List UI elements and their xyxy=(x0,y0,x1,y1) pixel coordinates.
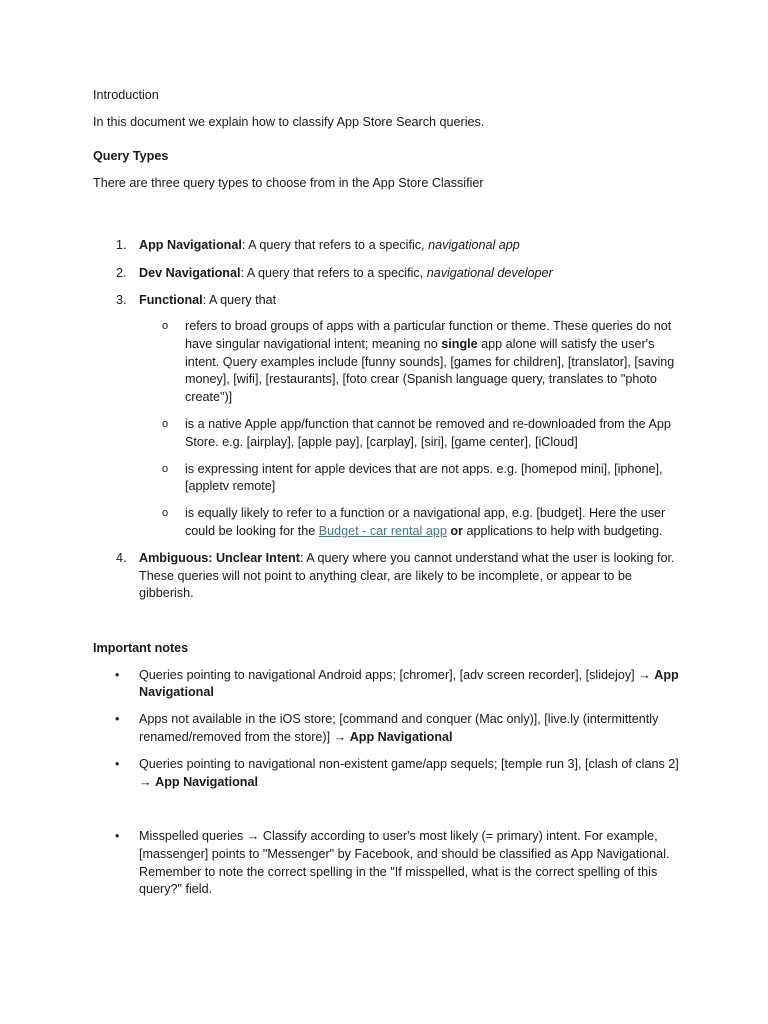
important-notes-heading: Important notes xyxy=(93,641,189,656)
note-text: Misspelled queries → Classify according to user's most likely (= primary) intent. For example, [massenger] points to "Messenger" by Facebook, and should be classified as App Navigational. Remember to note the correct spelling in the "If misspelled, what is the correct spelling of this query?" field. xyxy=(139,829,670,897)
note-item xyxy=(93,756,683,791)
circle-bullet-icon: o xyxy=(162,462,169,475)
list-number: 4. xyxy=(116,551,127,566)
subitem-text: is a native Apple app/function that cannot be removed and re-downloaded from the App Store. e.g. [airplay], [apple pay], [carplay], [siri], [game center], [iCloud] xyxy=(185,416,671,449)
note-item xyxy=(93,711,683,746)
subitem-bold: single xyxy=(441,336,478,351)
note-bold: App Navigational xyxy=(349,730,453,744)
budget-car-rental-link[interactable]: Budget - car rental app xyxy=(318,524,447,539)
subitem-text: is equally likely to refer to a function or a navigational app, e.g. [budget]. Here the user could be looking for the xyxy=(185,506,666,539)
note-bold: App Navigational xyxy=(139,667,679,700)
query-types-description: There are three query types to choose from in the App Store Classifier xyxy=(93,175,484,190)
intro-heading: Introduction xyxy=(93,88,159,102)
query-type-ambiguous xyxy=(93,550,683,603)
note-bold: App Navigational xyxy=(155,774,258,789)
list-number: 3. xyxy=(116,292,127,307)
subitem-text: is expressing intent for apple devices that are not apps. e.g. [homepod mini], [iphone], [appletv remote] xyxy=(185,461,663,494)
list-number: 1. xyxy=(116,238,127,253)
query-type-title: App Navigational xyxy=(139,238,242,253)
query-type-text: : A query where you cannot understand what the user is looking for. These queries will not point to anything clear, are likely to be incomplete, or appear to be gibberish. xyxy=(139,551,675,601)
query-type-dev-navigational xyxy=(93,265,683,283)
functional-sublist xyxy=(139,318,683,540)
query-type-text: : A query that refers to a specific, xyxy=(241,238,429,253)
circle-bullet-icon: o xyxy=(162,507,169,520)
document-page xyxy=(93,87,683,908)
subitem-text: app alone will satisfy the user's intent. Query examples include [funny sounds], [games for children], [translator], [saving money], [wifi], [restaurants], [foto crear (Spanish language query, translates to "photo create")] xyxy=(185,336,675,404)
note-text: Queries pointing to navigational Android apps; [chromer], [adv screen recorder], [slidejoy] → xyxy=(139,667,655,682)
query-type-functional xyxy=(93,292,683,541)
circle-bullet-icon: o xyxy=(162,417,169,430)
bullet-icon: • xyxy=(115,757,120,772)
query-type-app-navigational xyxy=(93,237,683,255)
query-type-text: : A query that refers to a specific, xyxy=(240,265,427,280)
functional-subitem xyxy=(139,318,683,406)
circle-bullet-icon: o xyxy=(162,320,169,333)
bullet-icon: • xyxy=(115,712,120,727)
query-type-text: : A query that xyxy=(202,292,277,307)
subitem-text: applications to help with budgeting. xyxy=(462,524,663,539)
query-types-heading: Query Types xyxy=(93,149,169,164)
note-item xyxy=(93,828,683,898)
query-type-title: Ambiguous: Unclear Intent xyxy=(139,551,300,566)
functional-subitem xyxy=(139,416,683,451)
subitem-text: refers to broad groups of apps with a particular function or theme. These queries do not have singular navigational intent; meaning no xyxy=(185,319,672,351)
query-type-italic: navigational developer xyxy=(426,265,553,280)
note-text: Queries pointing to navigational non-existent game/app sequels; [temple run 3], [clash of clans 2] → xyxy=(139,757,679,789)
query-types-list xyxy=(93,237,683,603)
note-text: Apps not available in the iOS store; [command and conquer (Mac only)], [live.ly (intermittently renamed/removed from the store)] → xyxy=(139,712,659,744)
query-type-italic: navigational app xyxy=(428,238,520,253)
functional-subitem xyxy=(139,505,683,540)
list-number: 2. xyxy=(116,265,127,280)
functional-subitem xyxy=(139,461,683,496)
important-notes-list xyxy=(93,667,683,899)
query-type-title: Dev Navigational xyxy=(139,265,241,280)
bullet-icon: • xyxy=(115,829,120,844)
bullet-icon: • xyxy=(115,667,120,682)
subitem-bold: or xyxy=(450,524,463,539)
query-type-title: Functional xyxy=(139,292,203,307)
intro-text: In this document we explain how to classify App Store Search queries. xyxy=(93,114,485,129)
note-item xyxy=(93,667,683,702)
